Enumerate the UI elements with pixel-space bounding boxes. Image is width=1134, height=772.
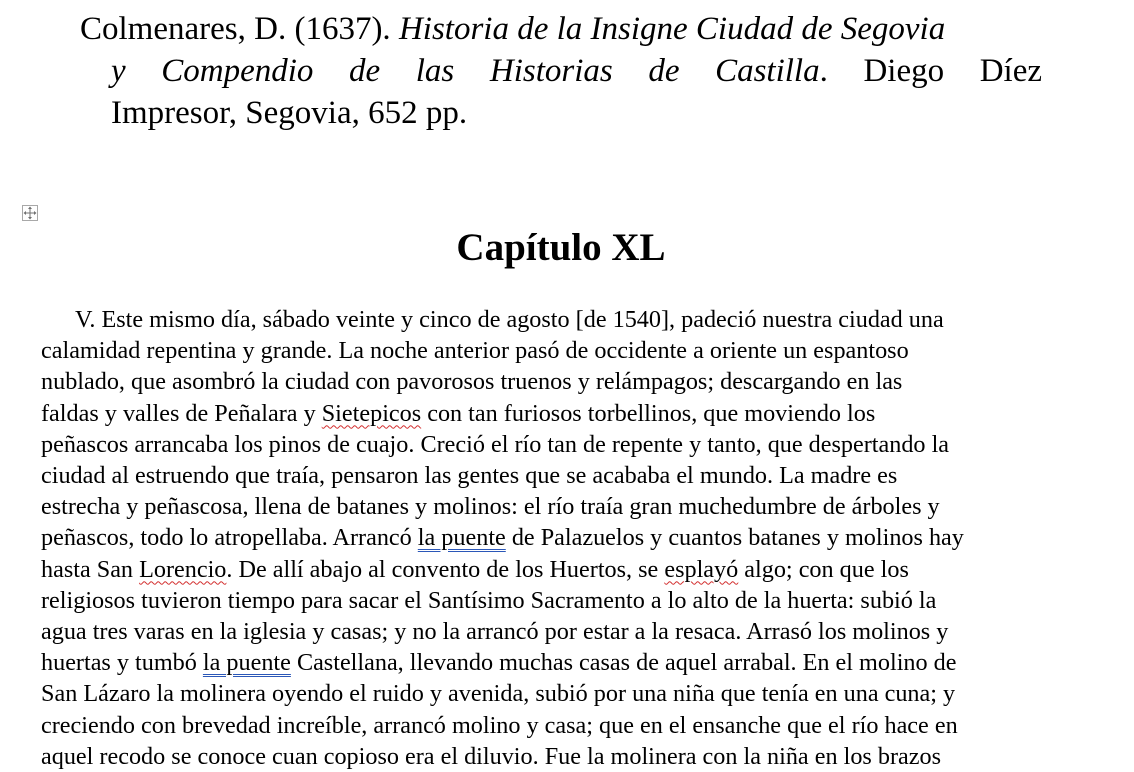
reference-title-part-1: Historia de la Insigne Ciudad de Segovia <box>398 11 946 47</box>
spelling-flagged-word[interactable]: Lorencio <box>139 555 227 583</box>
paragraph-line <box>41 554 1101 585</box>
text-run: peñascos, todo lo atropellaba. Arrancó <box>41 524 418 552</box>
reference-author: Colmenares, D. (1637). <box>80 11 399 47</box>
reference-title-part-2: y Compendio de las Historias de Castilla <box>111 53 820 89</box>
reference-line-3: Impresor, Segovia, 652 pp. <box>111 95 468 131</box>
paragraph-line: V. Este mismo día, sábado veinte y cinco de agosto [de 1540], padeció nuestra ciudad una <box>75 306 944 333</box>
reference-publisher: . Diego Díez <box>819 53 1042 89</box>
paragraph-line: creciendo con brevedad increíble, arrancó molino y casa; que en el ensanche que el río hace en <box>41 711 958 739</box>
paragraph-line: peñascos arrancaba los pinos de cuajo. Creció el río tan de repente y tanto, que despertando la <box>41 430 950 458</box>
spelling-flagged-word[interactable]: esplayó <box>664 555 739 583</box>
paragraph-line: calamidad repentina y grande. La noche anterior pasó de occidente a oriente un espantoso <box>41 337 909 365</box>
text-run: huertas y tumbó <box>41 649 203 677</box>
reference-line-1 <box>80 8 1042 50</box>
text-run: Castellana, llevando muchas casas de aquel arrabal. En el molino de <box>290 649 957 677</box>
grammar-flagged-phrase[interactable]: la puente <box>417 524 506 552</box>
paragraph-line: nublado, que asombró la ciudad con pavorosos truenos y relámpagos; descargando en las <box>41 368 903 396</box>
text-run: algo; con que los <box>738 555 909 583</box>
move-arrows-icon[interactable] <box>22 205 38 221</box>
grammar-flagged-phrase[interactable]: la puente <box>202 649 291 677</box>
spelling-flagged-word[interactable]: Sietepicos <box>321 399 422 427</box>
text-run: de Palazuelos y cuantos batanes y molinos hay <box>505 524 964 552</box>
reference-line-2 <box>80 50 1042 92</box>
text-run: con tan furiosos torbellinos, que moviendo los <box>421 399 876 427</box>
paragraph-line: agua tres varas en la iglesia y casas; y no la arrancó por estar a la resaca. Arrasó los molinos y <box>41 618 949 646</box>
text-run: . De allí abajo al convento de los Huertos, se <box>226 555 665 583</box>
paragraph-line <box>41 398 1101 429</box>
chapter-paragraph <box>41 304 1101 772</box>
paragraph-line <box>41 522 1101 553</box>
chapter-heading: Capítulo XL <box>456 226 666 269</box>
paragraph-line <box>41 647 1101 678</box>
paragraph-line: San Lázaro la molinera oyendo el ruido y avenida, subió por una niña que tenía en una cuna; y <box>41 680 956 708</box>
bibliographic-reference <box>80 8 1042 134</box>
paragraph-line: aquel recodo se conoce cuan copioso era el diluvio. Fue la molinera con la niña en los brazos <box>41 742 941 770</box>
text-run: faldas y valles de Peñalara y <box>41 399 322 427</box>
paragraph-line: estrecha y peñascosa, llena de batanes y molinos: el río traía gran muchedumbre de árboles y <box>41 493 940 521</box>
paragraph-line: ciudad al estruendo que traía, pensaron las gentes que se acababa el mundo. La madre es <box>41 462 898 490</box>
paragraph-line: religiosos tuvieron tiempo para sacar el Santísimo Sacramento a lo alto de la huerta: subió la <box>41 586 937 614</box>
text-run: hasta San <box>41 555 140 583</box>
